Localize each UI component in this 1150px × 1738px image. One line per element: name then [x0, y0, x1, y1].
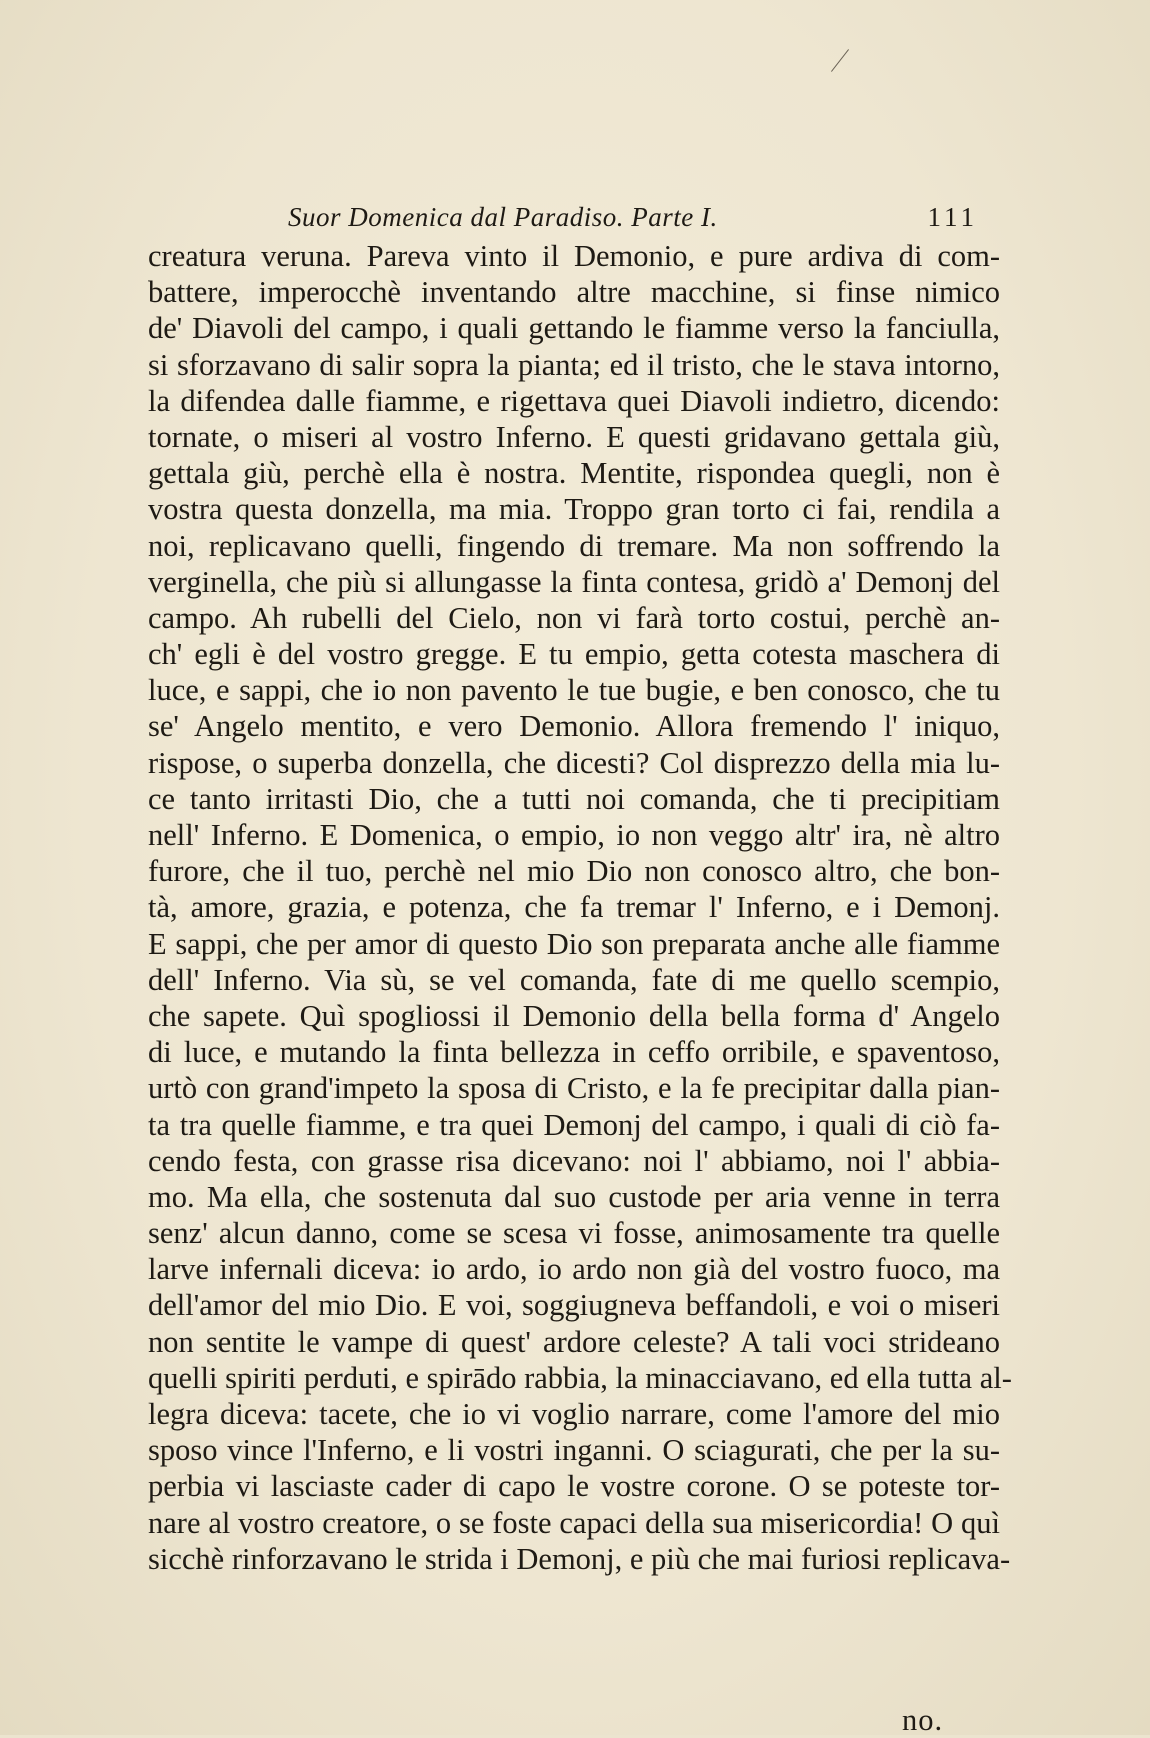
text-line: de' Diavoli del campo, i quali gettando le fiamme verso la fanciulla,	[148, 311, 1000, 346]
text-line: luce, e sappi, che io non pavento le tue bugie, e ben conosco, che tu	[148, 673, 1000, 708]
text-line: gettala giù, perchè ella è nostra. Mentite, rispondea quegli, non è	[148, 456, 1000, 491]
text-line: battere, imperocchè inventando altre macchine, si finse nimico	[148, 275, 1000, 310]
text-line: tà, amore, grazia, e potenza, che fa tremar l' Inferno, e i Demonj.	[148, 890, 1000, 925]
text-line: quelli spiriti perduti, e spirādo rabbia, la minacciavano, ed ella tutta al-	[148, 1360, 1012, 1395]
text-line: ce tanto irritasti Dio, che a tutti noi comanda, che ti precipitiam	[148, 781, 1000, 816]
running-title: Suor Domenica dal Paradiso. Parte I.	[288, 202, 718, 232]
page-header	[148, 196, 978, 240]
text-line: furore, che il tuo, perchè nel mio Dio non conosco altro, che bon-	[148, 854, 1000, 889]
text-line: se' Angelo mentito, e vero Demonio. Allora fremendo l' iniquo,	[148, 709, 1000, 744]
text-line: verginella, che più si allungasse la finta contesa, gridò a' Demonj del	[148, 564, 1000, 599]
text-line: non sentite le vampe di quest' ardore celeste? A tali voci strideano	[148, 1324, 1000, 1359]
text-line: cendo festa, con grasse risa dicevano: noi l' abbiamo, noi l' abbia-	[148, 1143, 1000, 1178]
text-line: ta tra quelle fiamme, e tra quei Demonj del campo, i quali di ciò fa-	[148, 1107, 1000, 1142]
text-line: nare al vostro creatore, o se foste capaci della sua misericordia! O quì	[148, 1505, 1000, 1540]
text-line: di luce, e mutando la finta bellezza in ceffo orribile, e spaventoso,	[148, 1035, 1000, 1070]
text-line: larve infernali diceva: io ardo, io ardo non già del vostro fuoco, ma	[148, 1252, 1000, 1287]
text-line: perbia vi lasciaste cader di capo le vostre corone. O se poteste tor-	[148, 1469, 1000, 1504]
text-line: dell'amor del mio Dio. E voi, soggiugneva beffandoli, e voi o miseri	[148, 1288, 1000, 1323]
body-text	[148, 238, 1012, 1577]
text-line: la difendea dalle fiamme, e rigettava quei Diavoli indietro, dicendo:	[148, 383, 1000, 418]
text-line: nell' Inferno. E Domenica, o empio, io non veggo altr' ira, nè altro	[148, 818, 1000, 852]
text-line: mo. Ma ella, che sostenuta dal suo custode per aria venne in terra	[148, 1179, 1000, 1214]
text-line: si sforzavano di salir sopra la pianta; ed il tristo, che le stava intorno,	[148, 347, 1000, 382]
text-line: vostra questa donzella, ma mia. Troppo gran torto ci fai, rendila a	[148, 492, 1000, 527]
text-line: ch' egli è del vostro gregge. E tu empio, getta cotesta maschera di	[148, 637, 1000, 672]
text-line: sposo vince l'Inferno, e li vostri inganni. O sciagurati, che per la su-	[148, 1433, 1000, 1468]
catchword: no.	[902, 1703, 944, 1737]
text-line: creatura veruna. Pareva vinto il Demonio, e pure ardiva di com-	[148, 239, 1000, 273]
text-line: che sapete. Quì spogliossi il Demonio della bella forma d' Angelo	[148, 998, 1000, 1033]
text-line: noi, replicavano quelli, fingendo di tremare. Ma non soffrendo la	[148, 528, 1000, 563]
text-line: dell' Inferno. Via sù, se vel comanda, fate di me quello scempio,	[148, 962, 1000, 997]
text-line: rispose, o superba donzella, che dicesti? Col disprezzo della mia lu-	[148, 745, 1000, 780]
text-line: senz' alcun danno, come se scesa vi fosse, animosamente tra quelle	[148, 1216, 1000, 1251]
text-line: campo. Ah rubelli del Cielo, non vi farà torto costui, perchè an-	[148, 600, 1000, 635]
text-line: E sappi, che per amor di questo Dio son preparata anche alle fiamme	[148, 926, 1000, 961]
text-line: urtò con grand'impeto la sposa di Cristo, e la fe precipitar dalla pian-	[148, 1071, 1000, 1106]
stray-pen-mark	[831, 49, 849, 72]
page-number: 111	[927, 202, 978, 232]
text-line: legra diceva: tacete, che io vi voglio narrare, come l'amore del mio	[148, 1397, 1000, 1431]
text-line: tornate, o miseri al vostro Inferno. E questi gridavano gettala giù,	[148, 419, 1000, 454]
text-line: sicchè rinforzavano le strida i Demonj, e più che mai furiosi replicava-	[148, 1541, 1011, 1576]
